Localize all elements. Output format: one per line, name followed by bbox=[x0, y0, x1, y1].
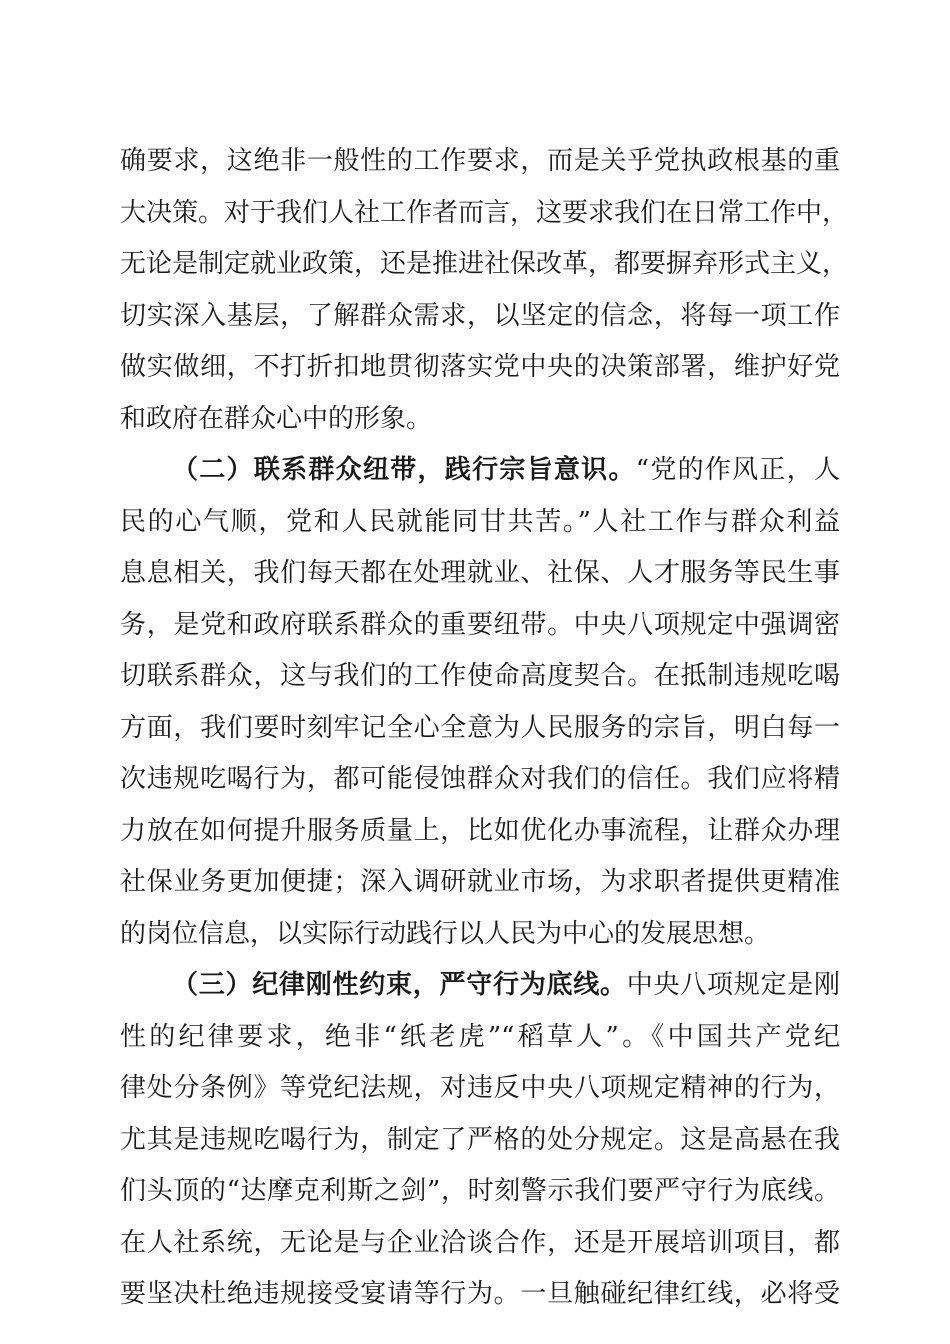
text-line: 尤其是违规吃喝行为，制定了严格的处分规定。这是高悬在我 bbox=[120, 1124, 840, 1155]
text-line: 方面，我们要时刻牢记全心全意为人民服务的宗旨，明白每一 bbox=[120, 712, 840, 743]
text-line: 和政府在群众心中的形象。 bbox=[120, 403, 433, 434]
section-heading: （二）联系群众纽带，践行宗旨意识。 bbox=[172, 455, 636, 485]
section-heading-line: （二）联系群众纽带，践行宗旨意识。“党的作风正，人 bbox=[172, 455, 840, 485]
section-heading: （三）纪律刚性约束，严守行为底线。 bbox=[172, 970, 627, 1000]
text-line: 切联系群众，这与我们的工作使命高度契合。在抵制违规吃喝 bbox=[120, 661, 840, 691]
text-line: 次违规吃喝行为，都可能侵蚀群众对我们的信任。我们应将精 bbox=[120, 764, 840, 794]
body-text bbox=[120, 136, 849, 1321]
text-line: 在人社系统，无论是与企业洽谈合作，还是开展培训项目，都 bbox=[120, 1227, 840, 1258]
text-line: 无论是制定就业政策，还是推进社保改革，都要摒弃形式主义， bbox=[120, 249, 849, 279]
text-line: 性的纪律要求，绝非“纸老虎”“稻草人”。《中国共产党纪 bbox=[120, 1021, 840, 1052]
text-line: 力放在如何提升服务质量上，比如优化办事流程，让群众办理 bbox=[120, 815, 840, 846]
text-line: 大决策。对于我们人社工作者而言，这要求我们在日常工作中， bbox=[120, 197, 849, 228]
text-line: 民的心气顺，党和人民就能同甘共苦。”人社工作与群众利益 bbox=[120, 506, 840, 537]
text-line: 确要求，这绝非一般性的工作要求，而是关乎党执政根基的重 bbox=[120, 146, 840, 176]
text-line: 社保业务更加便捷；深入调研就业市场，为求职者提供更精准 bbox=[120, 867, 840, 897]
text-line: 的岗位信息，以实际行动践行以人民为中心的发展思想。 bbox=[120, 918, 771, 949]
text-line: 切实深入基层，了解群众需求，以坚定的信念，将每一项工作 bbox=[120, 300, 840, 331]
text-line: 律处分条例》等党纪法规，对违反中央八项规定精神的行为， bbox=[120, 1073, 840, 1103]
section-heading-line: （三）纪律刚性约束，严守行为底线。中央八项规定是刚 bbox=[172, 970, 840, 1000]
text-line: 们头顶的“达摩克利斯之剑”，时刻警示我们要严守行为底线。 bbox=[120, 1176, 840, 1206]
text-line: 要坚决杜绝违规接受宴请等行为。一旦触碰纪律红线，必将受 bbox=[120, 1279, 840, 1309]
text-line: 做实做细，不打折扣地贯彻落实党中央的决策部署，维护好党 bbox=[120, 352, 840, 382]
text-line: 务，是党和政府联系群众的重要纽带。中央八项规定中强调密 bbox=[120, 609, 840, 640]
text-line: 息息相关，我们每天都在处理就业、社保、人才服务等民生事 bbox=[120, 558, 840, 588]
